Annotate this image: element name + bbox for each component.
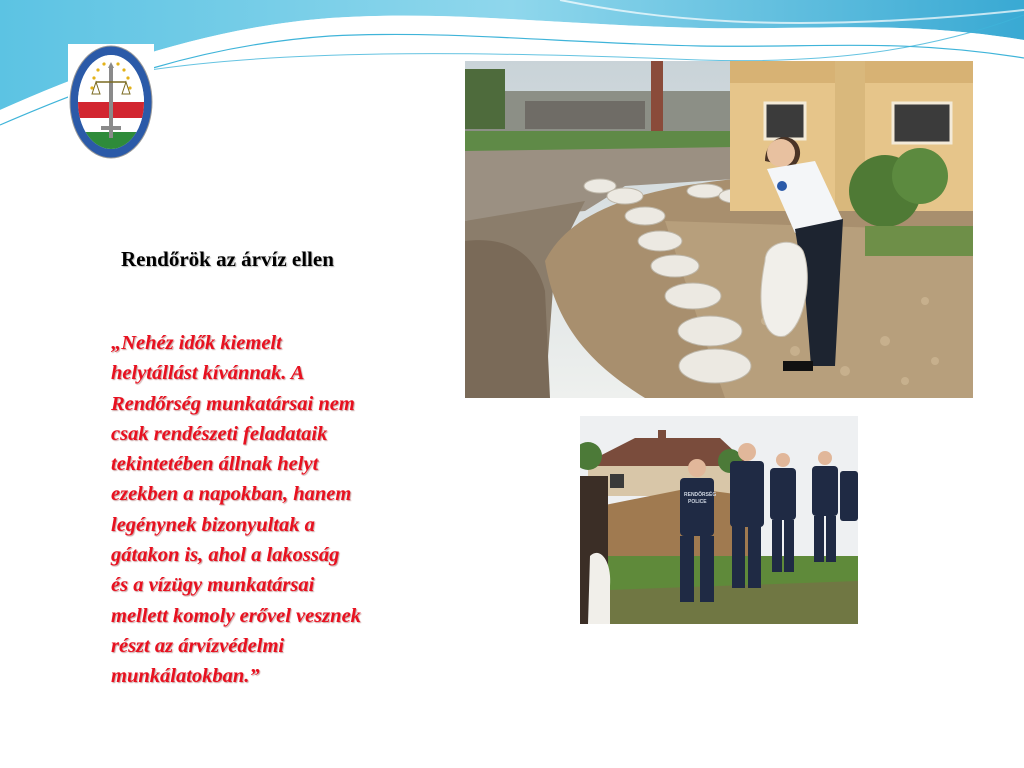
quote-line: csak rendészeti feladataik [111, 422, 328, 445]
quote-line: Rendőrség munkatársai nem [111, 392, 355, 415]
quote-line: „Nehéz idők kiemelt [111, 332, 282, 354]
quote-line: ezekben a napokban, hanem [111, 483, 352, 506]
quote-text [111, 328, 451, 692]
union-emblem-icon [68, 44, 154, 160]
quote-line: tekintetében állnak helyt [111, 453, 319, 476]
quote-line: munkálatokban.” [111, 665, 260, 688]
quote-line: legénynek bizonyultak a [111, 513, 315, 536]
quote-line: és a vízügy munkatársai [111, 574, 315, 597]
svg-text:POLICE: POLICE [688, 499, 707, 505]
photo-officers-at-dam [580, 416, 858, 624]
svg-text:RENDŐRSÉG: RENDŐRSÉG [684, 492, 717, 498]
quote-line: helytállást kívánnak. A [111, 362, 305, 385]
photo-officer-sandbag [465, 61, 973, 398]
quote-line: mellett komoly erővel vesznek [111, 604, 361, 627]
quote-line: részt az árvízvédelmi [111, 634, 285, 657]
union-logo [68, 44, 154, 160]
slide-title: Rendőrök az árvíz ellen [121, 247, 334, 271]
quote-line: gátakon is, ahol a lakosság [111, 544, 340, 567]
